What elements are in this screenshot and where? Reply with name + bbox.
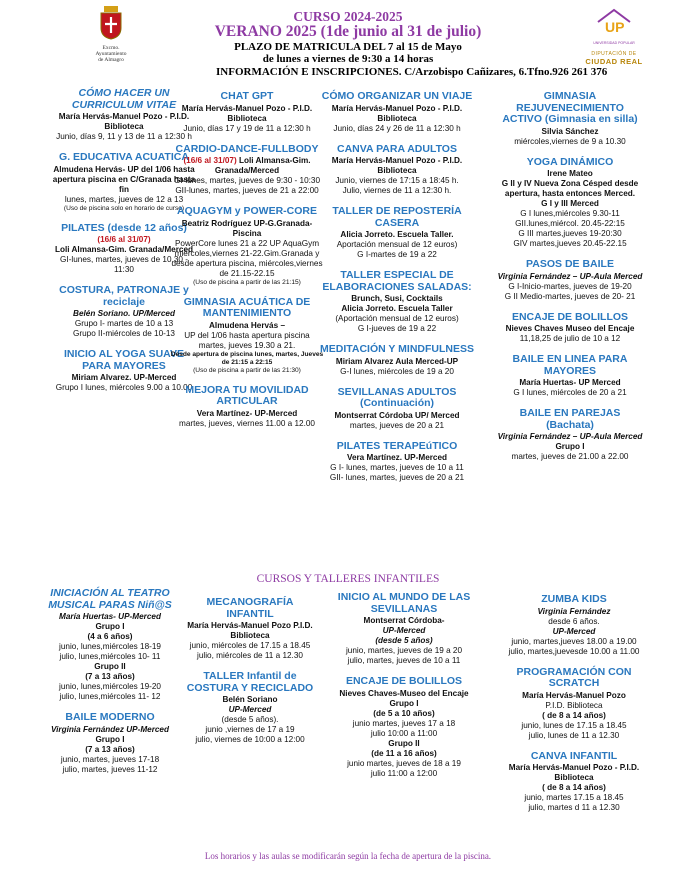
info-line: Grupo I: [389, 698, 419, 708]
schedule-line: P.I.D. Biblioteca: [545, 700, 603, 710]
course-title: PASOS DE BAILE: [526, 258, 614, 270]
schedule-line: junio ,viernes de 17 a 19: [205, 725, 295, 734]
kids-section-title: CURSOS Y TALLERES INFANTILES: [256, 573, 440, 585]
course-block: [318, 441, 476, 484]
logo-text-2: Ayuntamiento: [95, 51, 127, 57]
column-2: [170, 91, 324, 439]
course-line: [170, 156, 324, 176]
course-title: BAILE EN LINEA PARA MAYORES: [512, 353, 628, 377]
info-line: María Hervás-Manuel Pozo - P.I.D. Biblioteca: [181, 103, 313, 123]
info-line: Montserrat Córdoba UP/ Merced: [334, 410, 460, 420]
info-line: G II y IV Nueva Zona Césped desde apertura, hasta entonces Merced.: [501, 179, 639, 198]
course-block: [182, 671, 318, 745]
course-block: [42, 588, 178, 702]
info-line: UP-Merced: [228, 705, 272, 714]
info-line: ( de 8 a 14 años): [542, 783, 606, 792]
enrollment-period: PLAZO DE MATRICULA DEL 7 al 15 de Mayo: [234, 41, 462, 53]
course-block: [496, 667, 652, 741]
info-line: Loli Almansa-Gim. Granada/Merced: [54, 245, 193, 254]
course-title: BAILE EN PAREJAS (Bachata): [519, 407, 621, 431]
course-block: [42, 712, 178, 775]
course-block: [496, 91, 644, 147]
course-title: MECANOGRAFÍA INFANTIL: [206, 596, 294, 620]
info-line: UP-Merced: [552, 626, 596, 636]
course-title: ZUMBA KIDS: [541, 593, 607, 605]
course-block: [496, 157, 644, 250]
info-line: Virginia Fernández UP-Merced: [51, 724, 169, 734]
course-title: PILATES (desde 12 años): [61, 221, 187, 234]
course-title: GIMNASIA REJUVENECIMIENTO ACTIVO (Gimnasia en silla): [502, 90, 638, 125]
schedule-line: junio, miércoles de 17.15 a 18.45: [189, 641, 311, 650]
course-title: CÓMO ORGANIZAR UN VIAJE: [321, 90, 473, 102]
schedule-line: Grupo II-miércoles de 10-13: [73, 329, 175, 338]
info-line: UP-Merced: [382, 626, 426, 635]
schedule-line: G I-Inicio-martes, jueves de 19-20: [508, 281, 632, 291]
info-line: Belén Soriano. UP/Merced: [73, 309, 175, 318]
date-range: (16/6 al 31/07): [183, 156, 237, 165]
info-line: Almudena Hervás- UP del 1/06 hasta apertura piscina en C/Granada hasta fin: [52, 164, 196, 194]
info-line: Virginia Fernández – UP-Aula Merced: [497, 432, 643, 441]
course-title: MEDITACIÓN Y MINDFULNESS: [319, 343, 474, 355]
note-line: (Uso de piscina a partir de las 21:15): [193, 278, 301, 286]
svg-text:UP: UP: [605, 19, 625, 35]
course-title: TALLER Infantil de COSTURA Y RECICLADO: [186, 670, 314, 694]
schedule-line: julio, martes d 11 a 12.30: [528, 803, 620, 812]
info-line: Grupo II: [388, 738, 420, 748]
info-line: Miriam Alvarez Aula Merced-UP: [335, 356, 459, 366]
info-line: María Hervás-Manuel Pozo - P.I.D. Biblioteca: [331, 103, 463, 123]
schedule-line: GII-lunes, martes, jueves de 21 a 22:00: [175, 186, 319, 195]
course-title: BAILE MODERNO: [65, 711, 155, 723]
info-line: Grupo I: [95, 622, 125, 631]
footer-note: Los horarios y las aulas se modificarán según la fecha de apertura de la piscina.: [204, 851, 492, 861]
course-block: [318, 206, 476, 260]
info-line: Alicia Jorreto. Escuela Taller.: [340, 230, 454, 239]
course-title: GIMNASIA ACUÁTICA DE MANTENIMIENTO: [183, 295, 311, 319]
schedule-line: Aportación mensual de 12 euros): [336, 240, 458, 249]
info-line: (desde 5 años): [375, 636, 433, 645]
course-block: [170, 144, 324, 197]
info-line: María Huertas- UP Merced: [519, 378, 621, 387]
course-title: ENCAJE DE BOLILLOS: [345, 675, 463, 687]
course-title: YOGA DINÁMICO: [526, 155, 614, 168]
kids-column-1: [42, 588, 178, 785]
schedule-line: martes, jueves de 21.00 a 22.00: [511, 452, 629, 461]
schedule-line: junio martes, jueves 17 a 18: [352, 718, 456, 728]
course-block: [496, 354, 644, 398]
course-block: [496, 751, 652, 814]
summer-title: VERANO 2025 (1de junio al 31 de julio): [214, 23, 482, 40]
info-line: María Hervás-Manuel Pozo - P.I.D. Biblioteca: [508, 763, 640, 782]
info-line: María Hervás-Manuel Pozo: [522, 690, 626, 700]
diputacion-text-1: DIPUTACIÓN DE: [591, 51, 637, 57]
course-title: TALLER ESPECIAL DE ELABORACIONES SALADAS:: [322, 269, 472, 293]
schedule-line: GIV martes,jueves 20.45-22.15: [513, 239, 627, 248]
schedule-line: julio, viernes de 10:00 a 12:00: [195, 735, 305, 744]
info-line: (de 5 a 10 años): [373, 708, 435, 718]
schedule-line: junio, martes, jueves de 19 a 20: [345, 646, 463, 655]
schedule-line: lunes, martes, jueves de 12 a 13: [64, 194, 184, 204]
schedule-line: G I-martes de 19 a 22: [357, 250, 437, 259]
schedule-line: G III martes,jueves 19-20:30: [518, 229, 622, 238]
course-block: [170, 206, 324, 287]
schedule-line: julio, lunes,miércoles 11- 12: [59, 692, 161, 701]
course-block: [318, 344, 476, 377]
date-range: (16/6 al 31/07): [97, 235, 151, 244]
kids-column-2: [182, 597, 318, 755]
course-block: [330, 592, 478, 666]
schedule-line: Grupo I- martes de 10 a 13: [74, 319, 174, 328]
course-title: INICIO AL YOGA SUAVE PARA MAYORES: [64, 348, 184, 372]
schedule-line: PowerCore lunes 21 a 22 UP AquaGym miércoles,viernes 21-22.Gim.Granada y desde apertura piscina, miércoles,viernes de 21.15-22.15: [171, 238, 323, 278]
course-block: [170, 91, 324, 134]
info-line: Grupo I: [555, 442, 585, 451]
course-title: ENCAJE DE BOLILLOS: [511, 310, 629, 323]
schedule-line: junio, martes, jueves 17-18: [60, 754, 160, 764]
schedule-line: julio, martes, jueves 11-12: [62, 764, 158, 774]
info-line: Vera Martínez. UP-Merced: [346, 453, 448, 462]
diputacion-text-2: CIUDAD REAL: [585, 57, 643, 66]
column-4: [496, 91, 644, 472]
course-block: [318, 387, 476, 431]
up-sub: UNIVERSIDAD POPULAR: [593, 41, 635, 45]
info-line: Alicia Jorreto. Escuela Taller: [341, 304, 453, 313]
info-line: (7 a 13 años): [85, 744, 135, 754]
schedule-line: julio 11:00 a 12:00: [370, 768, 438, 778]
info-line: Desde apertura de piscina lunes, martes, Jueves de 21:15 a 22:15: [170, 350, 324, 366]
schedule-line: junio, martes 17.15 a 18.45: [524, 793, 624, 802]
schedule-line: G I- lunes, martes, jueves de 10 a 11: [330, 463, 464, 472]
course-title: MEJORA TU MOVILIDAD ARTICULAR: [185, 383, 309, 407]
course-title: CANVA PARA ADULTOS: [337, 142, 457, 155]
kids-column-3: [330, 592, 478, 789]
course-title: CHAT GPT: [220, 90, 274, 102]
info-line: Grupo I: [95, 734, 125, 744]
info-line: Virginia Fernández – UP-Aula Merced: [497, 271, 643, 281]
course-block: [318, 144, 476, 197]
course-block: [496, 594, 652, 657]
info-address: C/Arzobispo Cañizares, 6.Tfno.926 261 376: [401, 66, 608, 78]
info-line: (4 a 6 años): [87, 632, 133, 641]
schedule-line: martes, jueves, viernes 11.00 a 12.00: [179, 418, 315, 428]
course-title: AQUAGYM y POWER-CORE: [176, 205, 317, 217]
schedule-line: desde 6 años.: [548, 616, 600, 626]
info-line: Nieves Chaves-Museo del Encaje: [339, 688, 469, 698]
course-block: [182, 597, 318, 661]
course-block: [496, 408, 644, 462]
info-line: Silvia Sánchez: [541, 126, 599, 136]
schedule-line: julio, lunes,miércoles 10- 11: [59, 652, 161, 661]
schedule-line: Junio, días 24 y 26 de 11 a 12:30 h: [333, 123, 461, 133]
info-line: (7 a 13 años): [85, 672, 135, 681]
schedule-line: G-I lunes, miércoles de 19 a 20: [340, 366, 454, 376]
schedule-line: GI-lunes, martes, jueves de 9:30 - 10:30: [173, 176, 321, 185]
column-3: [318, 91, 476, 493]
info-line: (de 11 a 16 años): [371, 748, 437, 758]
schedule-line: UP del 1/06 hasta apertura piscina martes, jueves 19.30 a 21.: [184, 330, 310, 350]
course-block: [318, 270, 476, 334]
course-block: [496, 259, 644, 302]
schedule-line: (desde 5 años).: [221, 715, 279, 724]
schedule-line: GII- lunes, martes, jueves de 20 a 21: [329, 473, 465, 482]
schedule-line: junio martes, jueves de 18 a 19: [347, 758, 461, 768]
info-line: Irene Mateo: [547, 169, 593, 178]
schedule-line: julio, lunes de 11 a 12.30: [528, 730, 620, 740]
schedule-line: junio, lunes,miércoles 18-19: [59, 642, 161, 651]
course-block: [170, 297, 324, 375]
course-block: [318, 91, 476, 134]
schedule-line: G I lunes, miércoles de 20 a 21: [513, 388, 627, 397]
course-title: CÓMO HACER UN CURRICULUM VITAE: [71, 87, 177, 111]
course-title: CURSO 2024-2025: [293, 9, 403, 24]
course-block: [170, 385, 324, 429]
course-title: CANVA INFANTIL: [530, 749, 618, 762]
logo-text-3: de Almagro: [98, 57, 124, 63]
schedule-line: junio, lunes de 17.15 a 18.45: [521, 720, 627, 730]
note-line: (Uso de piscina a partir de las 21:30): [193, 366, 301, 374]
instructor: Loli Almansa-Gim. Granada/Merced: [214, 156, 311, 175]
schedule-line: Junio, días 17 y 19 de 11 a 12:30 h: [183, 123, 311, 133]
info-line: G I y III Merced: [541, 199, 599, 208]
schedule-line: Junio, días 9, 11 y 13 de 11 a 12:30 h: [56, 132, 192, 141]
course-block: [330, 676, 478, 779]
course-title: INICIACIÓN AL TEATRO MUSICAL PARAS Niñ@S: [48, 587, 172, 611]
schedule-line: julio, martes, jueves de 10 a 11: [347, 656, 461, 665]
schedule-line: 11,18,25 de julio de 10 a 12: [519, 334, 621, 343]
kids-column-4: [496, 594, 652, 823]
info-label: INFORMACIÓN E INSCRIPCIONES.: [216, 66, 402, 78]
info-line: Virginia Fernández: [537, 606, 611, 616]
course-title: G. EDUCATIVA ACUATICA: [59, 151, 189, 163]
info-line: Montserrat Córdoba-: [363, 616, 445, 625]
schedule-line: G I-jueves de 19 a 22: [357, 324, 437, 333]
course-title: SEVILLANAS ADULTOS (Continuación): [337, 385, 457, 409]
course-title: INICIO AL MUNDO DE LAS SEVILLANAS: [337, 591, 471, 615]
course-title: COSTURA, PATRONAJE y reciclaje: [59, 284, 189, 308]
course-title: TALLER DE REPOSTERÍA CASERA: [332, 205, 462, 229]
schedule-line: Junio, viernes de 17:15 a 18:45 h.: [335, 176, 459, 185]
course-title: PILATES TERAPEúTICO: [336, 439, 458, 452]
info-line: Miriam Alvarez. UP-Merced: [71, 373, 177, 382]
info-line: Beatriz Rodríguez UP-G.Granada- Piscina: [181, 218, 313, 238]
info-line: Vera Martínez- UP-Merced: [196, 408, 298, 418]
schedule-line: julio 10:00 a 11:00: [370, 728, 438, 738]
info-line: María Huertas- UP-Merced: [59, 612, 161, 621]
schedule-line: junio, martes,jueves 18.00 a 19.00: [511, 636, 637, 646]
schedule-line: GII.lunes,miércol. 20.45-22:15: [515, 219, 625, 228]
schedule-line: Grupo I lunes, miércoles 9.00 a 10.00: [55, 383, 193, 392]
info-line: Grupo II: [94, 662, 126, 671]
info-line: Almudena Hervás –: [209, 320, 285, 330]
schedule-line: Julio, viernes de 11 a 12:30 h.: [342, 186, 452, 195]
schedule-line: GI-lunes, martes, jueves de 10.30 - 11:30: [60, 255, 188, 274]
info-line: ( de 8 a 14 años): [542, 710, 606, 720]
schedule-line: (Aportación mensual de 12 euros): [335, 314, 459, 323]
info-line: [216, 66, 607, 78]
info-line: María Hervás-Manuel Pozo - P.I.D. Biblioteca: [331, 156, 463, 175]
course-block: [496, 312, 644, 345]
info-line: Nieves Chaves Museo del Encaje: [505, 324, 635, 333]
info-line: Belén Soriano: [222, 695, 278, 704]
course-title: PROGRAMACIÓN CON SCRATCH: [516, 665, 632, 689]
info-line: Brunch, Susi, Cocktails: [351, 294, 443, 303]
schedule-line: julio, martes,juevesde 10.00 a 11.00: [508, 646, 640, 656]
schedule-line: martes, jueves de 20 a 21: [349, 420, 445, 430]
course-title: CARDIO-DANCE-FULLBODY: [175, 142, 319, 155]
office-hours: de lunes a viernes de 9:30 a 14 horas: [262, 53, 434, 65]
info-line: María Hervás-Manuel Pozo - P.I.D. Biblioteca: [58, 112, 190, 131]
logo-text-1: Excmo.: [102, 45, 120, 51]
schedule-line: miércoles,viernes de 9 a 10.30: [514, 136, 626, 146]
schedule-line: julio, miércoles de 11 a 12.30: [197, 651, 303, 660]
schedule-line: junio, lunes,miércoles 19-20: [59, 682, 161, 691]
info-line: María Hervás-Manuel Pozo P.I.D. Biblioteca: [187, 621, 313, 640]
note-line: (Uso de piscina solo en horario de curso): [63, 204, 185, 212]
schedule-line: G II Medio-martes, jueves de 20- 21: [504, 291, 636, 301]
schedule-line: G I lunes,miércoles 9.30-11: [520, 209, 620, 218]
